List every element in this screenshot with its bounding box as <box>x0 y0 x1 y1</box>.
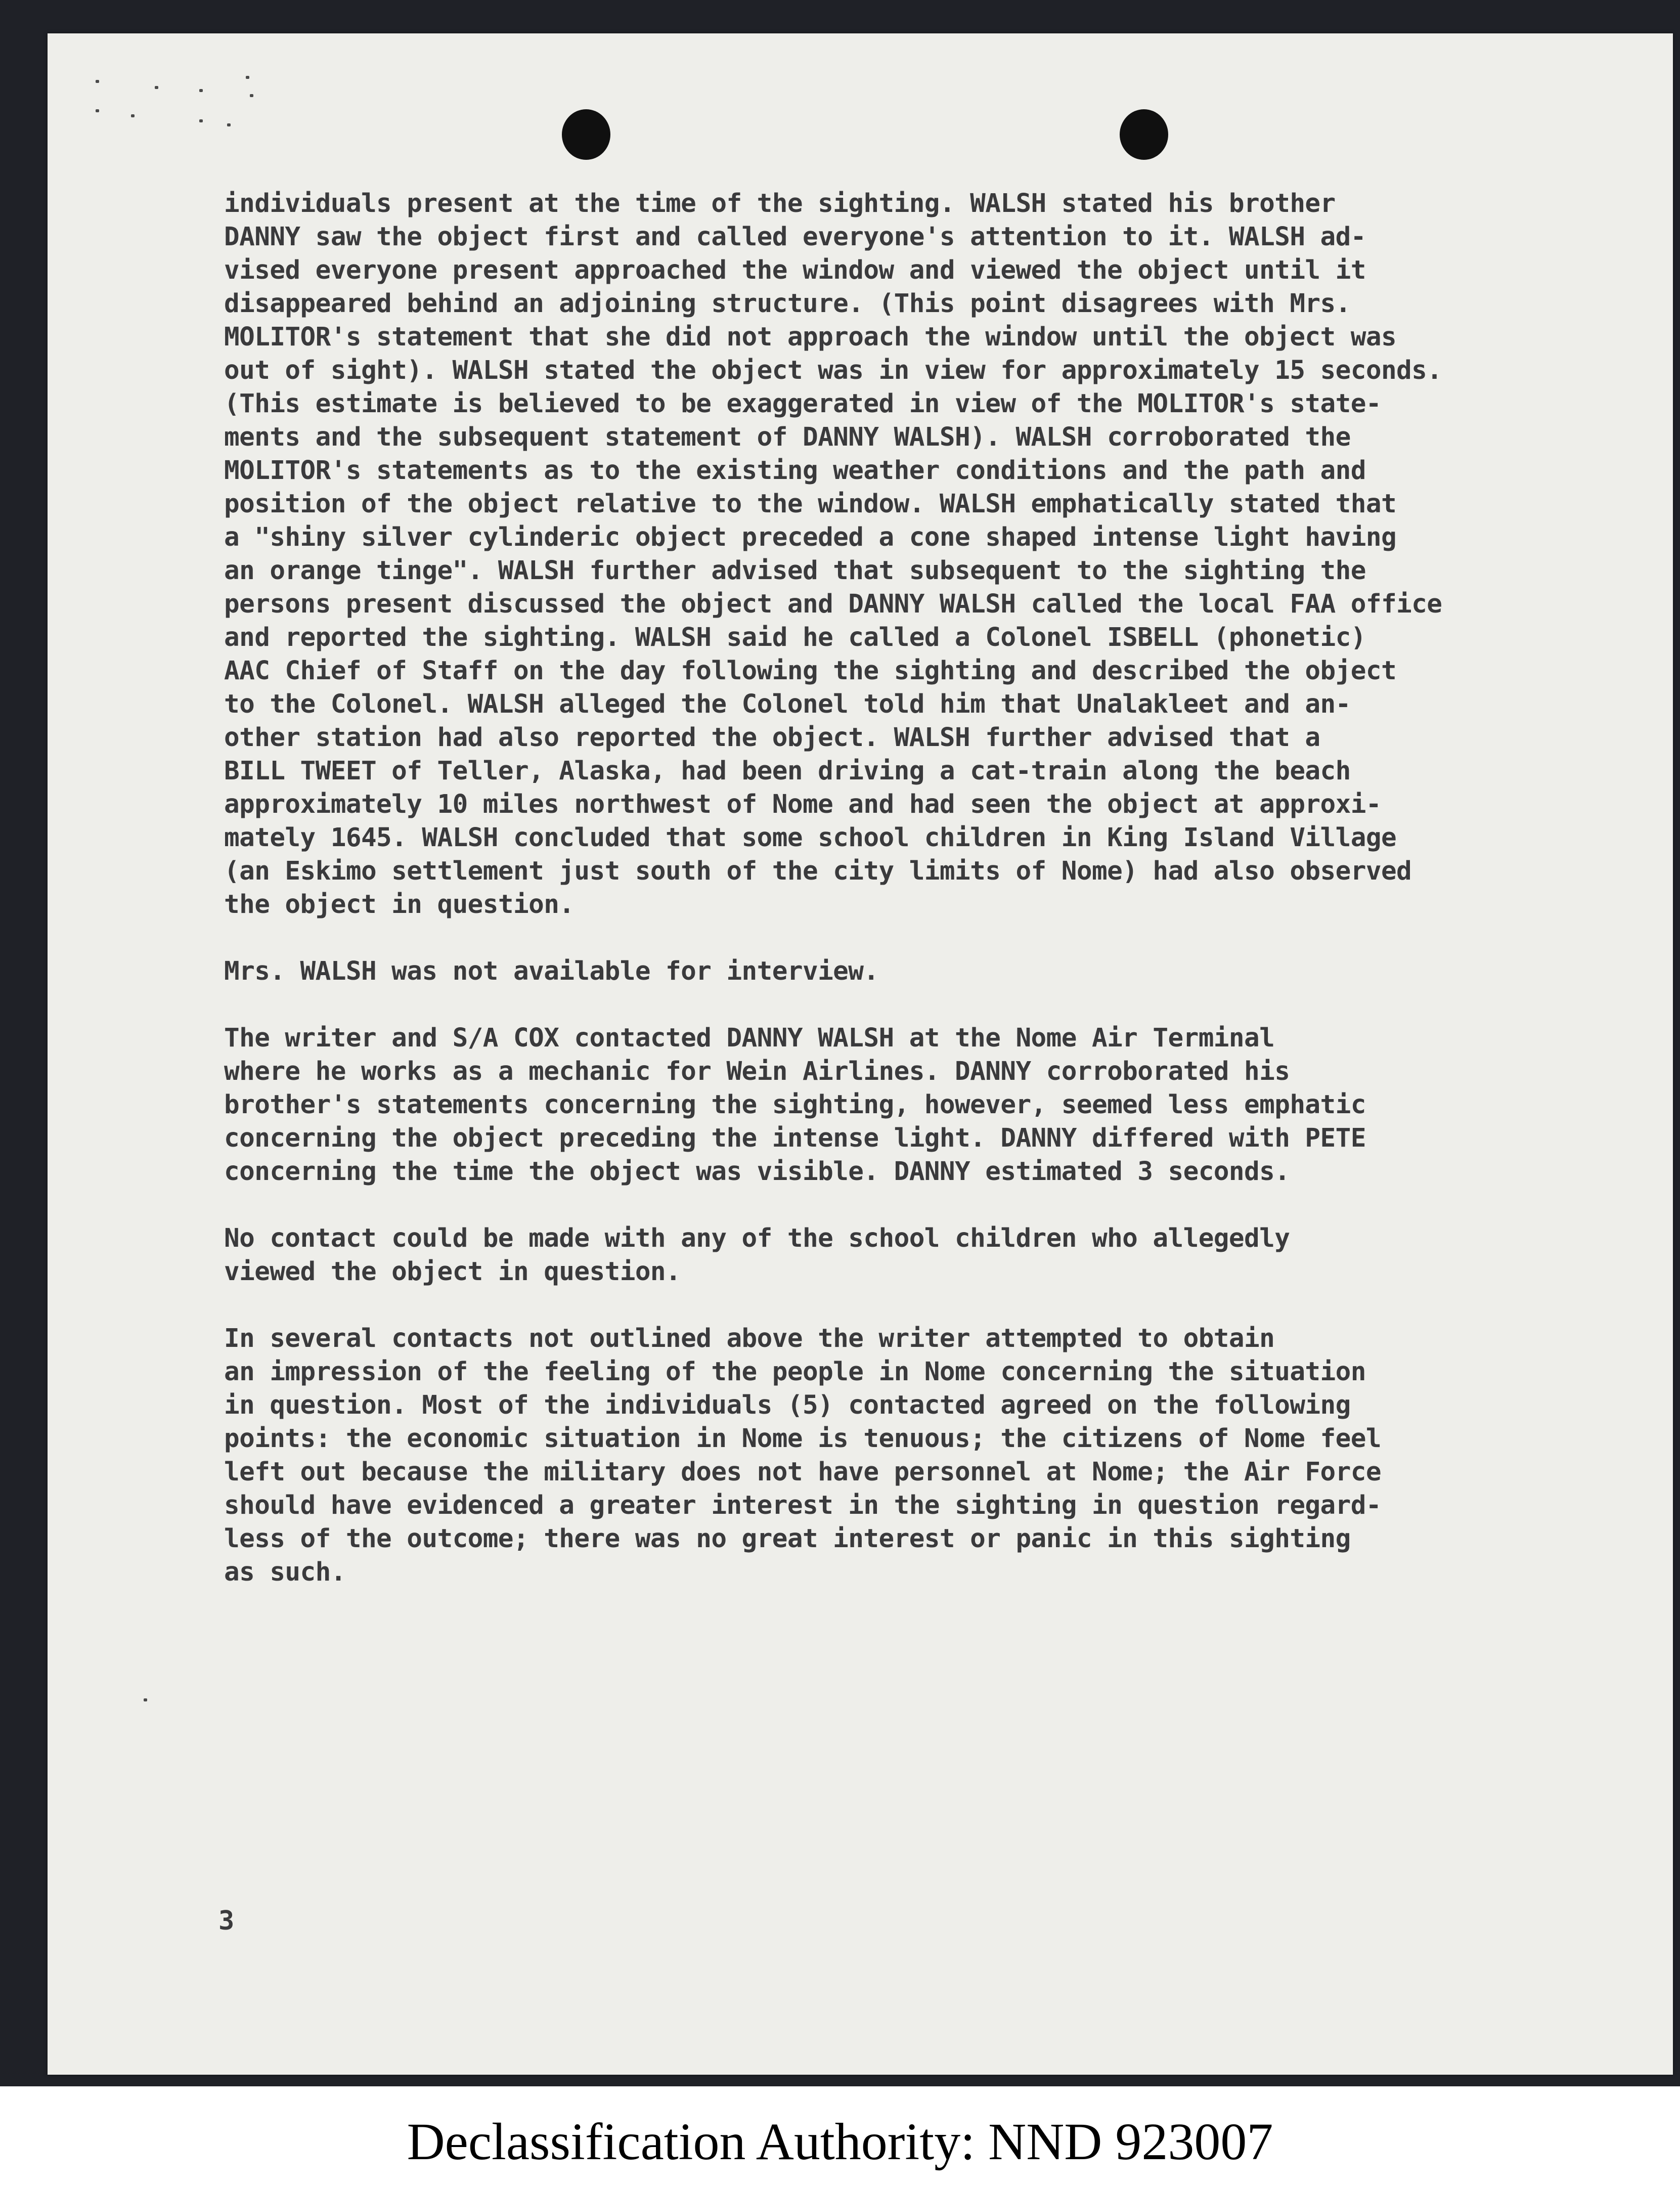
paragraph-danny-walsh: The writer and S/A COX contacted DANNY WALSH at the Nome Air Terminal where he works as a mechanic for Wein Airlines. DANNY corroborated his brother's statements concerning the sighting, however, seemed less emphatic concerning the object preceding the intense light. DANNY differed with PETE concerning the time the object was visible. DANNY estimated 3 seconds. <box>224 1023 1366 1187</box>
paper-speck <box>199 119 203 122</box>
declassification-label: Declassification Authority: NND 923007 <box>407 2113 1273 2171</box>
page-number: 3 <box>218 1906 235 1936</box>
paragraph-mrs-walsh: Mrs. WALSH was not available for interview. <box>224 956 879 986</box>
paper-speck <box>96 109 99 112</box>
footer-bar <box>0 2086 1680 2188</box>
paper-speck <box>144 1698 147 1701</box>
paper-speck <box>199 89 203 92</box>
punch-hole-right <box>1120 109 1168 160</box>
paper-speck <box>155 86 158 89</box>
paper-speck <box>227 123 231 126</box>
paragraph-school-children: No contact could be made with any of the school children who allegedly viewed the object in question. <box>224 1223 1290 1287</box>
paper-speck <box>96 80 99 83</box>
document-body <box>224 187 1600 1623</box>
paper-speck <box>250 94 253 97</box>
paper-speck <box>246 76 249 79</box>
paper-speck <box>131 114 135 117</box>
paragraph-nome-sentiment: In several contacts not outlined above the writer attempted to obtain an impression of the feeling of the people in Nome concerning the situation in question. Most of the individuals (5) contacted agreed on the following points: the economic situation in Nome is tenuous; the citizens of Nome feel left out because the military does not have personnel at Nome; the Air Force should have evidenced a greater interest in the sighting in question regard- less of the outcome; there was no great interest or panic in this sighting as such. <box>224 1324 1381 1587</box>
punch-hole-left <box>562 109 610 160</box>
paragraph-walsh-statement: individuals present at the time of the sighting. WALSH stated his brother DANNY saw the object first and called everyone's attention to it. WALSH ad- vised everyone present approached the window and viewed the object until it disappeared behind an adjoining structure. (This point disagrees with Mrs. MOLITOR's statement that she did not approach the window until the object was out of sight). WALSH stated the object was in view for approximately 15 seconds. (This estimate is believed to be exaggerated in view of the MOLITOR's state- ments and the subsequent statement of DANNY WALSH). WALSH corroborated the MOLITOR's statements as to the existing weather conditions and the path and position of the object relative to the window. WALSH emphatically stated that a "shiny silver cylinderic object preceded a cone shaped intense light having an orange tinge". WALSH further advised that subsequent to the sighting the persons present discussed the object and DANNY WALSH called the local FAA office and reported the sighting. WALSH said he called a Colonel ISBELL (phonetic) AAC Chief of Staff on the day following the sighting and described the object to the Colonel. WALSH alleged the Colonel told him that Unalakleet and an- other station had also reported the object. WALSH further advised that a BILL TWEET of Teller, Alaska, had been driving a cat-train along the beach approximately 10 miles northwest of Nome and had seen the object at approxi- mately 1645. WALSH concluded that some school children in King Island Village (an Eskimo settlement just south of the city limits of Nome) had also observed the object in question. <box>224 189 1442 920</box>
